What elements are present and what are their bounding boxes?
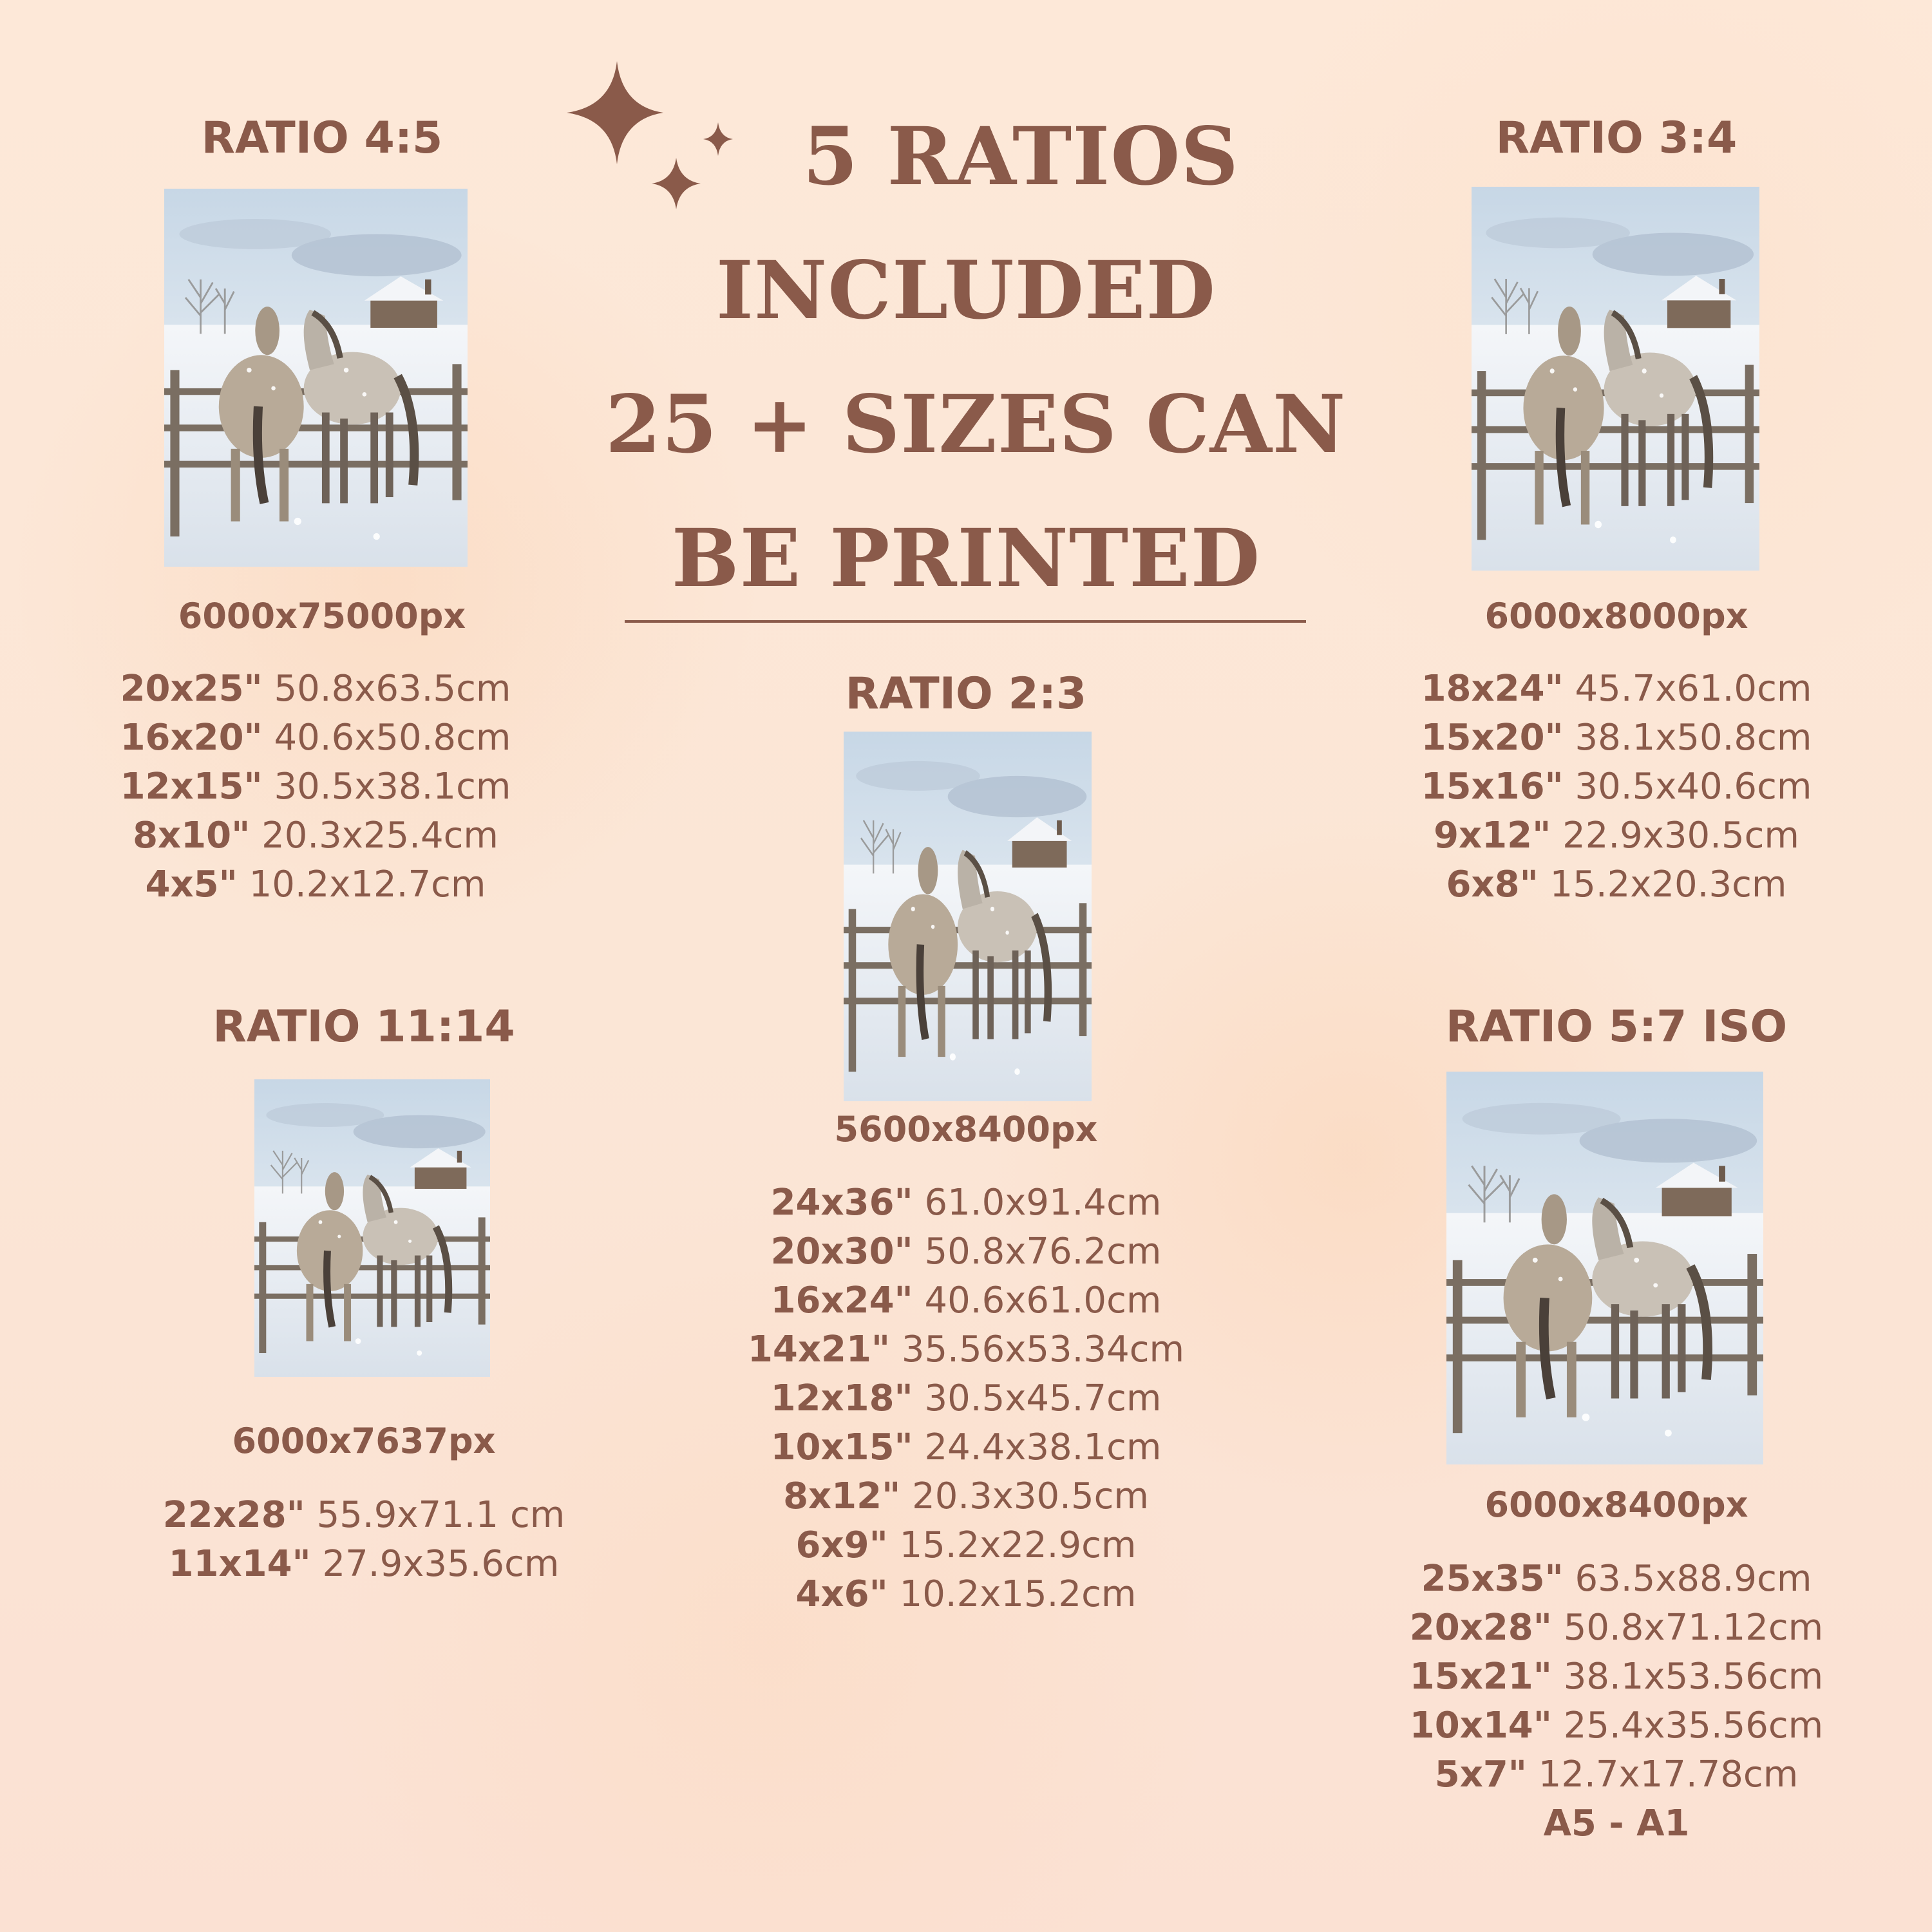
ratio-3-4-title: RATIO 3:4 [1495, 113, 1738, 164]
ratio-4-5-sizes [64, 665, 567, 909]
ratio-4-5-image [164, 189, 468, 567]
size-row: 16x20" 40.6x50.8cm [120, 717, 511, 759]
headline [605, 90, 1347, 626]
size-row: 22x28" 55.9x71.1 cm [162, 1494, 565, 1536]
headline-line-2: INCLUDED [715, 244, 1217, 337]
ratio-2-3-title: RATIO 2:3 [845, 668, 1087, 719]
size-row: 4x6" 10.2x15.2cm [795, 1573, 1137, 1615]
size-row: 20x25" 50.8x63.5cm [120, 668, 511, 710]
size-row: 20x30" 50.8x76.2cm [770, 1231, 1162, 1273]
ratio-3-4-sizes [1365, 665, 1868, 909]
ratio-5-7-title: RATIO 5:7 ISO [1445, 1001, 1788, 1052]
size-row: 6x8" 15.2x20.3cm [1446, 864, 1787, 905]
size-row: 10x15" 24.4x38.1cm [770, 1426, 1162, 1468]
ratio-11-14-pixels: 6000x7637px [232, 1421, 496, 1461]
size-row: 25x35" 63.5x88.9cm [1421, 1558, 1812, 1600]
ratio-2-3-pixels: 5600x8400px [834, 1109, 1098, 1150]
headline-divider [625, 620, 1306, 623]
size-row: 12x18" 30.5x45.7cm [770, 1378, 1162, 1419]
size-row: 14x21" 35.56x53.34cm [747, 1329, 1185, 1370]
size-row: 15x16" 30.5x40.6cm [1421, 766, 1812, 808]
size-row: 20x28" 50.8x71.12cm [1409, 1607, 1824, 1649]
size-row: 9x12" 22.9x30.5cm [1434, 815, 1799, 857]
headline-line-3: 25 + SIZES CAN [605, 378, 1347, 471]
size-row: 11x14" 27.9x35.6cm [168, 1543, 560, 1585]
ratio-5-7-pixels: 6000x8400px [1484, 1484, 1748, 1525]
size-row: 18x24" 45.7x61.0cm [1421, 668, 1812, 710]
ratio-5-7-sizes [1365, 1555, 1868, 1848]
size-row: 15x20" 38.1x50.8cm [1421, 717, 1812, 759]
size-row: 15x21" 38.1x53.56cm [1409, 1656, 1824, 1698]
size-row: 5x7" 12.7x17.78cm [1434, 1754, 1799, 1795]
size-row: 8x10" 20.3x25.4cm [133, 815, 498, 857]
size-row: 10x14" 25.4x35.56cm [1409, 1705, 1824, 1747]
headline-line-1: 5 RATIOS [802, 110, 1239, 204]
ratio-3-4-image [1472, 187, 1759, 571]
ratio-3-4-pixels: 6000x8000px [1484, 596, 1748, 636]
size-row: 12x15" 30.5x38.1cm [120, 766, 511, 808]
ratio-4-5-title: RATIO 4:5 [201, 113, 443, 164]
ratio-2-3-sizes [715, 1179, 1217, 1619]
ratio-4-5-pixels: 6000x75000px [178, 596, 466, 636]
ratio-11-14-image [254, 1079, 490, 1377]
ratio-5-7-image [1446, 1072, 1763, 1464]
size-row: 6x9" 15.2x22.9cm [795, 1524, 1137, 1566]
size-row: 24x36" 61.0x91.4cm [770, 1182, 1162, 1224]
ratio-11-14-title: RATIO 11:14 [213, 1001, 515, 1052]
size-row: 4x5" 10.2x12.7cm [145, 864, 486, 905]
ratio-11-14-sizes [113, 1491, 615, 1589]
ratio-2-3-image [844, 732, 1092, 1101]
size-row: 16x24" 40.6x61.0cm [770, 1280, 1162, 1321]
headline-line-4: BE PRINTED [671, 512, 1261, 605]
size-row: 8x12" 20.3x30.5cm [783, 1475, 1149, 1517]
size-row-extra: A5 - A1 [1543, 1803, 1690, 1844]
